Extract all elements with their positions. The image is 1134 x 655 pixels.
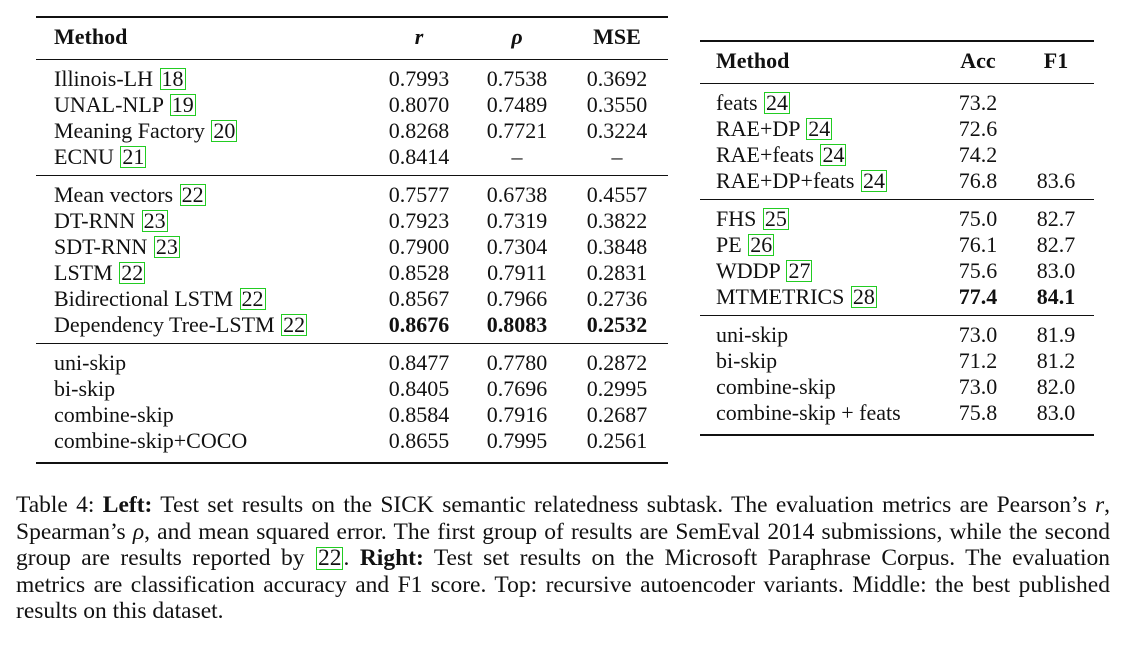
r-cell: 0.7923 [388, 208, 450, 233]
method-cell: combine-skip + feats [716, 400, 938, 435]
rho-cell: 0.7780 [486, 350, 548, 375]
header-f1: F1 [1018, 41, 1094, 84]
caption-right-text: Test set results on the Microsoft Paraphrase Corpus. The evaluation metrics are classification accuracy and F1 score. Top: recursive autoencoder variants. Middle: the best published results on this dataset. [16, 545, 1110, 624]
table-row [700, 374, 1094, 400]
table-row [36, 428, 668, 463]
r-cell: 0.7900 [388, 234, 450, 259]
table-row [36, 92, 668, 118]
header-rho: ρ [468, 17, 566, 60]
r-cell: 0.8070 [388, 92, 450, 117]
table-row [36, 376, 668, 402]
caption-left-text: Test set results on the SICK semantic relatedness subtask. The evaluation metrics are Pearson’s [152, 492, 1095, 518]
method-cell: FHS 25 [716, 206, 787, 231]
method-cell: combine-skip [54, 402, 174, 427]
citation-link[interactable]: 27 [788, 258, 811, 283]
header-method: Method [716, 41, 938, 84]
f1-cell: 82.0 [1036, 374, 1076, 399]
f1-cell: 83.0 [1018, 400, 1094, 435]
rho-cell: 0.7319 [486, 208, 548, 233]
citation-link[interactable]: 22 [317, 545, 342, 571]
rho-cell: 0.7489 [486, 92, 548, 117]
citation-link[interactable]: 23 [143, 208, 166, 233]
header-mse: MSE [566, 17, 668, 60]
caption-symbol-rho: ρ [132, 518, 145, 545]
table-row [36, 234, 668, 260]
paraphrase-results-table [700, 40, 1094, 436]
mse-cell: 0.2736 [586, 286, 648, 311]
table-row [700, 400, 1094, 435]
caption-left-label: Left: [102, 492, 153, 518]
method-cell: uni-skip [54, 350, 127, 375]
method-cell: Illinois-LH 18 [54, 66, 184, 91]
sick-results-table [36, 16, 668, 464]
r-cell-best: 0.8676 [370, 312, 468, 344]
caption-label: Table 4: [16, 492, 95, 518]
mse-cell: 0.3848 [586, 234, 648, 259]
method-cell: combine-skip+COCO [54, 428, 370, 463]
method-cell: feats 24 [716, 90, 789, 115]
table-row [700, 116, 1094, 142]
table-row [700, 316, 1094, 349]
acc-cell: 75.8 [938, 400, 1018, 435]
citation-link[interactable]: 22 [121, 260, 144, 285]
citation-link[interactable]: 20 [213, 118, 236, 143]
citation-link[interactable]: 19 [171, 92, 194, 117]
mse-cell: 0.2995 [586, 376, 648, 401]
citation-link[interactable]: 24 [766, 90, 789, 115]
method-cell: bi-skip [716, 348, 778, 373]
table-row [700, 284, 1094, 316]
citation-link[interactable]: 24 [808, 116, 831, 141]
caption-left-text: , and mean squared error. The first group of results are SemEval 2014 submissions, while the second group are results reported by [16, 518, 1111, 571]
f1-cell: 83.6 [1018, 168, 1094, 200]
table-row [36, 312, 668, 344]
rho-cell: 0.7966 [486, 286, 548, 311]
mse-cell: 0.4557 [586, 182, 648, 207]
rho-cell: 0.7304 [486, 234, 548, 259]
rho-cell: 0.7995 [468, 428, 566, 463]
rho-cell: 0.7721 [486, 118, 548, 143]
acc-cell: 73.2 [958, 90, 998, 115]
acc-cell: 76.1 [958, 232, 998, 257]
table-row [700, 142, 1094, 168]
f1-cell [1018, 116, 1094, 142]
rho-cell: – [468, 144, 566, 176]
rho-cell: 0.6738 [486, 182, 548, 207]
acc-cell: 74.2 [958, 142, 998, 167]
citation-link[interactable]: 21 [122, 144, 145, 169]
method-cell: LSTM 22 [54, 260, 144, 285]
citation-link[interactable]: 22 [283, 312, 306, 337]
method-cell: Bidirectional LSTM 22 [54, 286, 264, 311]
method-cell: RAE+feats 24 [716, 142, 845, 167]
rho-cell-best: 0.8083 [468, 312, 566, 344]
r-cell: 0.8655 [370, 428, 468, 463]
f1-cell: 83.0 [1036, 258, 1076, 283]
f1-cell: 81.9 [1036, 322, 1076, 347]
mse-cell: 0.2687 [586, 402, 648, 427]
method-cell: WDDP 27 [716, 258, 811, 283]
acc-cell: 71.2 [958, 348, 998, 373]
citation-link[interactable]: 26 [750, 232, 773, 257]
method-cell: Dependency Tree-LSTM 22 [54, 312, 370, 344]
f1-cell-best: 84.1 [1018, 284, 1094, 316]
r-cell: 0.8584 [388, 402, 450, 427]
method-cell: RAE+DP 24 [716, 116, 831, 141]
citation-link[interactable]: 23 [155, 234, 178, 259]
table-row [36, 260, 668, 286]
r-cell: 0.8528 [388, 260, 450, 285]
f1-cell: 81.2 [1036, 348, 1076, 373]
rho-cell: 0.7911 [487, 260, 547, 285]
table-row [700, 84, 1094, 117]
table-caption [16, 492, 1110, 625]
acc-cell: 73.0 [958, 322, 998, 347]
citation-link[interactable]: 24 [822, 142, 845, 167]
citation-link[interactable]: 25 [764, 206, 787, 231]
method-cell: bi-skip [54, 376, 116, 401]
table-row [700, 168, 1094, 200]
r-cell: 0.8414 [370, 144, 468, 176]
f1-cell: 82.7 [1036, 232, 1076, 257]
table-row [36, 144, 668, 176]
table-row [700, 348, 1094, 374]
method-cell: Meaning Factory 20 [54, 118, 236, 143]
method-cell: combine-skip [716, 374, 836, 399]
rho-cell: 0.7696 [486, 376, 548, 401]
acc-cell: 76.8 [938, 168, 1018, 200]
acc-cell: 75.0 [958, 206, 998, 231]
method-cell: Mean vectors 22 [54, 182, 204, 207]
table-row [700, 258, 1094, 284]
citation-link[interactable]: 22 [181, 182, 204, 207]
f1-cell [1018, 84, 1094, 117]
citation-link[interactable]: 28 [852, 284, 875, 309]
table-row [36, 208, 668, 234]
method-cell: uni-skip [716, 322, 789, 347]
r-cell: 0.7993 [388, 66, 450, 91]
method-cell: MTMETRICS 28 [716, 284, 938, 316]
mse-cell: 0.3224 [586, 118, 648, 143]
r-cell: 0.8268 [388, 118, 450, 143]
caption-left-text: . [343, 545, 350, 571]
method-cell: RAE+DP+feats 24 [716, 168, 938, 200]
table-header-row [700, 41, 1094, 84]
method-cell: UNAL-NLP 19 [54, 92, 194, 117]
table-row [36, 344, 668, 377]
acc-cell: 75.6 [958, 258, 998, 283]
table-header-row [36, 17, 668, 60]
mse-cell: 0.2872 [586, 350, 648, 375]
mse-cell: 0.3822 [586, 208, 648, 233]
method-cell: SDT-RNN 23 [54, 234, 178, 259]
citation-link[interactable]: 22 [241, 286, 264, 311]
mse-cell: 0.2561 [566, 428, 668, 463]
r-cell: 0.8477 [388, 350, 450, 375]
caption-right-label: Right: [359, 545, 424, 571]
table-row [36, 176, 668, 209]
mse-cell-best: 0.2532 [566, 312, 668, 344]
citation-link[interactable]: 18 [161, 66, 184, 91]
citation-link[interactable]: 24 [862, 168, 885, 193]
table-row [700, 200, 1094, 233]
acc-cell: 73.0 [958, 374, 998, 399]
method-cell: PE 26 [716, 232, 773, 257]
acc-cell: 72.6 [958, 116, 998, 141]
table-row [36, 60, 668, 93]
header-r: r [370, 17, 468, 60]
mse-cell: – [566, 144, 668, 176]
rho-cell: 0.7538 [486, 66, 548, 91]
acc-cell-best: 77.4 [938, 284, 1018, 316]
caption-symbol-r: r [1094, 492, 1105, 518]
r-cell: 0.8567 [388, 286, 450, 311]
header-acc: Acc [938, 41, 1018, 84]
rho-cell: 0.7916 [486, 402, 548, 427]
method-cell: ECNU 21 [54, 144, 370, 176]
table-row [36, 118, 668, 144]
table-row [700, 232, 1094, 258]
f1-cell [1018, 142, 1094, 168]
caption-left-text: , Spearman’s [16, 492, 1110, 545]
header-method: Method [54, 17, 370, 60]
r-cell: 0.8405 [388, 376, 450, 401]
mse-cell: 0.2831 [586, 260, 648, 285]
mse-cell: 0.3692 [586, 66, 648, 91]
mse-cell: 0.3550 [586, 92, 648, 117]
method-cell: DT-RNN 23 [54, 208, 166, 233]
r-cell: 0.7577 [388, 182, 450, 207]
table-row [36, 286, 668, 312]
table-row [36, 402, 668, 428]
f1-cell: 82.7 [1036, 206, 1076, 231]
